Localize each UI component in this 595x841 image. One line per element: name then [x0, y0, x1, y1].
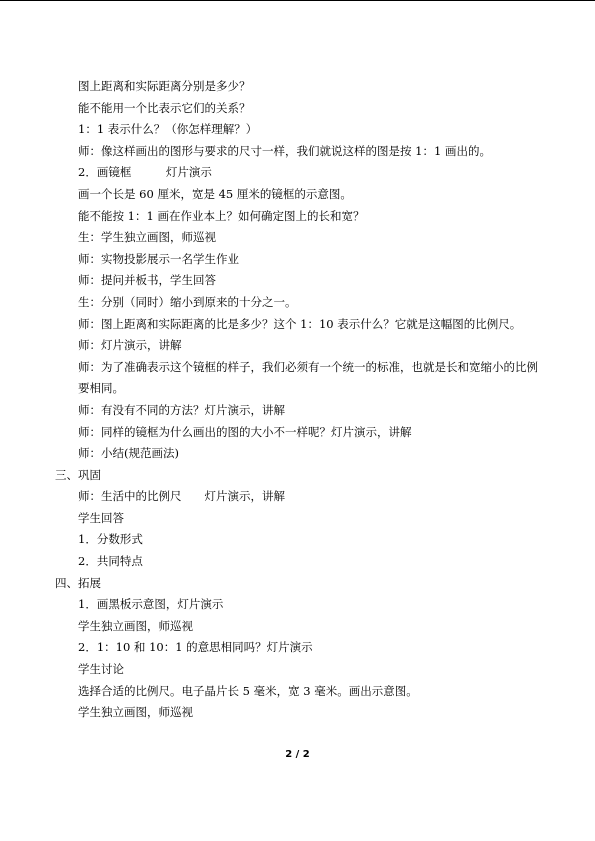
paragraph-line: 学生回答	[78, 510, 124, 525]
paragraph-line: 能不能按 1：1 画在作业本上？如何确定图上的长和宽？	[78, 208, 365, 223]
top-border-line	[0, 0, 595, 1]
paragraph-line: 师：图上距离和实际距离的比是多少？这个 1：10 表示什么？它就是这幅图的比例尺。	[78, 316, 522, 331]
paragraph-line: 1：1 表示什么？（你怎样理解？）	[78, 122, 258, 137]
paragraph-line: 师：提问并板书，学生回答	[78, 273, 216, 288]
paragraph-line: 1．分数形式	[78, 532, 143, 547]
paragraph-line: 生：分别（同时）缩小到原来的十分之一。	[78, 294, 297, 309]
paragraph-line: 学生独立画图，师巡视	[78, 705, 193, 720]
paragraph-line: 生：学生独立画图，师巡视	[78, 230, 216, 245]
page-number: 2 / 2	[285, 749, 310, 760]
paragraph-line: 师：生活中的比例尺 灯片演示，讲解	[78, 489, 285, 504]
paragraph-line: 师：为了准确表示这个镜框的样子，我们必须有一个统一的标准，也就是长和宽缩小的比例要相同。	[78, 359, 538, 396]
paragraph-line: 师：有没有不同的方法？灯片演示，讲解	[78, 402, 285, 417]
paragraph-line: 学生讨论	[78, 662, 124, 677]
section-heading: 四、拓展	[55, 575, 101, 590]
paragraph-line: 选择合适的比例尺。电子晶片长 5 毫米，宽 3 毫米。画出示意图。	[78, 683, 418, 698]
document-body	[55, 76, 545, 724]
paragraph-line: 能不能用一个比表示它们的关系？	[78, 100, 251, 115]
paragraph-line: 师：实物投影展示一名学生作业	[78, 251, 239, 266]
paragraph-line: 画一个长是 60 厘米，宽是 45 厘米的镜框的示意图。	[78, 186, 352, 201]
paragraph-line: 师：小结(规范画法)	[78, 446, 179, 461]
section-heading: 三、巩固	[55, 467, 101, 482]
paragraph-line: 师：像这样画出的图形与要求的尺寸一样，我们就说这样的图是按 1：1 画出的。	[78, 143, 491, 158]
paragraph-line: 图上距离和实际距离分别是多少？	[78, 79, 251, 93]
paragraph-line: 2．1：10 和 10：1 的意思相同吗？灯片演示	[78, 640, 313, 655]
paragraph-line: 2．共同特点	[78, 554, 143, 569]
paragraph-line: 1．画黑板示意图，灯片演示	[78, 597, 224, 612]
paragraph-line: 2．画镜框 灯片演示	[78, 165, 212, 180]
paragraph-line: 学生独立画图，师巡视	[78, 618, 193, 633]
paragraph-line: 师：同样的镜框为什么画出的图的大小不一样呢？灯片演示，讲解	[78, 424, 412, 439]
paragraph-line: 师：灯片演示，讲解	[78, 338, 182, 353]
